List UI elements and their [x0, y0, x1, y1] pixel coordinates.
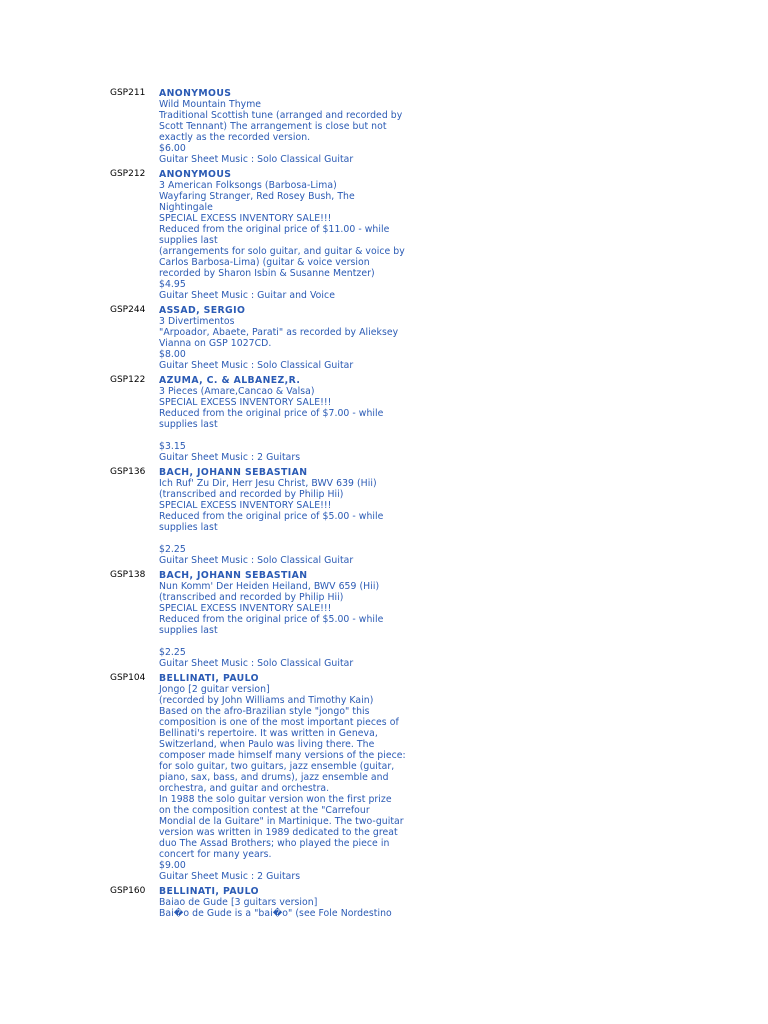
entry-description — [159, 886, 451, 919]
entry-line: 3 Pieces (Amare,Cancao & Valsa) — [159, 386, 315, 397]
entry-line: Reduced from the original price of $5.00 - while — [159, 511, 384, 522]
entry-line: Reduced from the original price of $11.00 - while — [159, 224, 390, 235]
catalog-entry — [110, 673, 455, 882]
entry-line: Wayfaring Stranger, Red Rosey Bush, The — [159, 191, 355, 202]
entry-line — [159, 636, 451, 647]
entry-line: on the composition contest at the "Carrefour — [159, 805, 370, 816]
entry-description — [159, 570, 451, 669]
catalog-entry — [110, 88, 455, 165]
entry-line: Guitar Sheet Music : Solo Classical Guitar — [159, 555, 354, 566]
entry-line: exactly as the recorded version. — [159, 132, 311, 143]
entry-line: version was written in 1989 dedicated to the great — [159, 827, 398, 838]
entry-line: Mondial de la Guitare" in Martinique. The two-guitar — [159, 816, 404, 827]
entry-line: $2.25 — [159, 647, 186, 658]
entry-line: composer made himself many versions of the piece: — [159, 750, 406, 761]
product-code: GSP136 — [110, 467, 146, 477]
composer-name: BACH, JOHANN SEBASTIAN — [159, 467, 308, 478]
product-code: GSP212 — [110, 169, 146, 179]
entry-line: supplies last — [159, 419, 218, 430]
entry-line: $8.00 — [159, 349, 186, 360]
entry-line: recorded by Sharon Isbin & Susanne Mentzer) — [159, 268, 375, 279]
catalog-entry — [110, 467, 455, 566]
entry-line: (arrangements for solo guitar, and guitar & voice by — [159, 246, 405, 257]
entry-line: Wild Mountain Thyme — [159, 99, 262, 110]
composer-name: ANONYMOUS — [159, 88, 232, 99]
catalog-list — [110, 88, 455, 923]
product-code: GSP104 — [110, 673, 146, 683]
entry-line: 3 Divertimentos — [159, 316, 235, 327]
entry-description — [159, 305, 451, 371]
composer-name: BACH, JOHANN SEBASTIAN — [159, 570, 308, 581]
entry-line: Ich Ruf' Zu Dir, Herr Jesu Christ, BWV 639 (Hii) — [159, 478, 377, 489]
catalog-entry — [110, 305, 455, 371]
composer-name: BELLINATI, PAULO — [159, 673, 259, 684]
entry-line: $2.25 — [159, 544, 186, 555]
entry-line: supplies last — [159, 235, 218, 246]
entry-line: Reduced from the original price of $5.00 - while — [159, 614, 384, 625]
entry-line: Jongo [2 guitar version] — [159, 684, 270, 695]
entry-line: concert for many years. — [159, 849, 272, 860]
entry-line: SPECIAL EXCESS INVENTORY SALE!!! — [159, 397, 332, 408]
entry-description — [159, 467, 451, 566]
entry-line: Switzerland, when Paulo was living there. The — [159, 739, 375, 750]
product-code: GSP160 — [110, 886, 146, 896]
catalog-entry — [110, 570, 455, 669]
catalog-entry — [110, 886, 455, 919]
entry-line: (transcribed and recorded by Philip Hii) — [159, 592, 344, 603]
catalog-entry — [110, 169, 455, 301]
composer-name: ANONYMOUS — [159, 169, 232, 180]
product-code: GSP211 — [110, 88, 146, 98]
entry-line: supplies last — [159, 625, 218, 636]
entry-line: Guitar Sheet Music : Guitar and Voice — [159, 290, 335, 301]
entry-line: In 1988 the solo guitar version won the first prize — [159, 794, 392, 805]
entry-line: SPECIAL EXCESS INVENTORY SALE!!! — [159, 500, 332, 511]
entry-line — [159, 430, 451, 441]
entry-description — [159, 169, 451, 301]
entry-line: Guitar Sheet Music : Solo Classical Guitar — [159, 360, 354, 371]
product-code: GSP138 — [110, 570, 146, 580]
catalog-entry — [110, 375, 455, 463]
entry-description — [159, 673, 451, 882]
entry-line: Bai�o de Gude is a "bai�o" (see Fole Nordestino — [159, 908, 392, 919]
entry-description — [159, 88, 451, 165]
entry-line: Guitar Sheet Music : Solo Classical Guitar — [159, 154, 354, 165]
entry-line: for solo guitar, two guitars, jazz ensemble (guitar, — [159, 761, 395, 772]
entry-line: $4.95 — [159, 279, 186, 290]
entry-line: $9.00 — [159, 860, 186, 871]
entry-line: Nightingale — [159, 202, 213, 213]
entry-line: Guitar Sheet Music : 2 Guitars — [159, 452, 301, 463]
entry-line: SPECIAL EXCESS INVENTORY SALE!!! — [159, 213, 332, 224]
composer-name: AZUMA, C. & ALBANEZ,R. — [159, 375, 301, 386]
entry-line: piano, sax, bass, and drums), jazz ensemble and — [159, 772, 389, 783]
entry-line: Guitar Sheet Music : Solo Classical Guitar — [159, 658, 354, 669]
composer-name: ASSAD, SERGIO — [159, 305, 246, 316]
entry-line: Vianna on GSP 1027CD. — [159, 338, 272, 349]
entry-line: SPECIAL EXCESS INVENTORY SALE!!! — [159, 603, 332, 614]
product-code: GSP122 — [110, 375, 146, 385]
entry-line: Guitar Sheet Music : 2 Guitars — [159, 871, 301, 882]
entry-line: Bellinati's repertoire. It was written in Geneva, — [159, 728, 378, 739]
entry-line: (recorded by John Williams and Timothy Kain) — [159, 695, 374, 706]
entry-line: $3.15 — [159, 441, 186, 452]
composer-name: BELLINATI, PAULO — [159, 886, 259, 897]
entry-line: (transcribed and recorded by Philip Hii) — [159, 489, 344, 500]
entry-line: orchestra, and guitar and orchestra. — [159, 783, 330, 794]
entry-line: supplies last — [159, 522, 218, 533]
entry-line: duo The Assad Brothers; who played the piece in — [159, 838, 390, 849]
entry-line: "Arpoador, Abaete, Parati" as recorded by Alieksey — [159, 327, 399, 338]
entry-line: Baiao de Gude [3 guitars version] — [159, 897, 318, 908]
entry-line: Traditional Scottish tune (arranged and recorded by — [159, 110, 403, 121]
entry-line: Carlos Barbosa-Lima) (guitar & voice version — [159, 257, 370, 268]
entry-line: $6.00 — [159, 143, 186, 154]
entry-description — [159, 375, 451, 463]
entry-line: Reduced from the original price of $7.00 - while — [159, 408, 384, 419]
entry-line: 3 American Folksongs (Barbosa-Lima) — [159, 180, 337, 191]
entry-line: Nun Komm' Der Heiden Heiland, BWV 659 (Hii) — [159, 581, 380, 592]
entry-line: Based on the afro-Brazilian style "jongo" this — [159, 706, 370, 717]
entry-line: composition is one of the most important pieces of — [159, 717, 399, 728]
entry-line: Scott Tennant) The arrangement is close but not — [159, 121, 387, 132]
product-code: GSP244 — [110, 305, 146, 315]
entry-line — [159, 533, 451, 544]
